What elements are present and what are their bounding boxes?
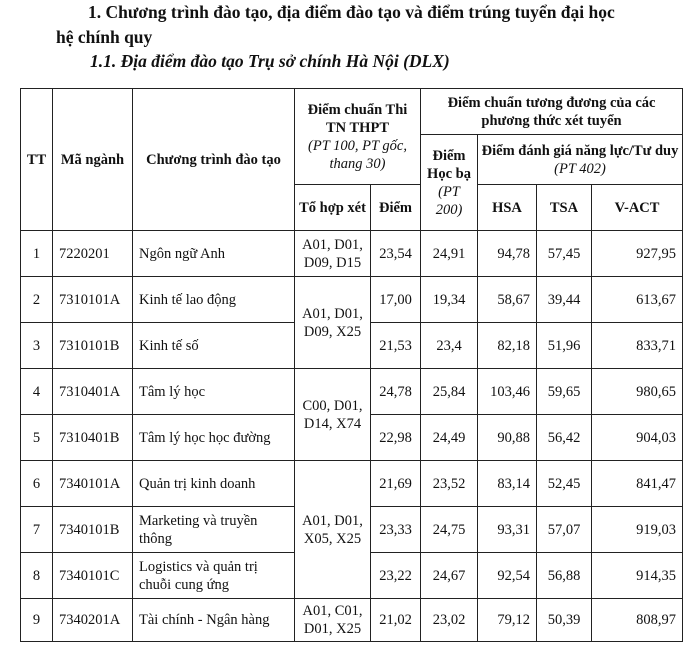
cell-chuong-trinh: Kinh tế số [133,323,295,369]
cell-tsa: 52,45 [537,461,592,507]
header-diem: Điểm [371,185,421,231]
subsection-heading: 1.1. Địa điểm đào tạo Trụ sở chính Hà Nội (DLX) [90,51,450,71]
cell-tt: 5 [21,415,53,461]
cell-vact: 904,03 [592,415,683,461]
cell-hoc-ba: 19,34 [421,277,478,323]
cell-hsa: 82,18 [478,323,537,369]
cell-diem: 23,54 [371,231,421,277]
header-hoc-ba [421,135,478,231]
table-row [21,599,683,642]
cell-hoc-ba: 25,84 [421,369,478,415]
admission-score-table [20,88,683,642]
cell-ma-nganh: 7310101A [53,277,133,323]
header-tt: TT [21,89,53,231]
header-thpt-note: (PT 100, PT gốc, thang 30) [308,137,407,172]
cell-diem: 23,33 [371,507,421,553]
cell-ma-nganh: 7340101A [53,461,133,507]
cell-diem: 24,78 [371,369,421,415]
cell-to-hop: A01, D01, X05, X25 [295,461,371,599]
cell-tsa: 59,65 [537,369,592,415]
cell-chuong-trinh: Tâm lý học [133,369,295,415]
header-nang-luc [478,135,683,185]
header-tuong-duong: Điểm chuẩn tương đương của các phương thức xét tuyển [421,89,683,135]
header-thpt [295,89,421,185]
cell-hoc-ba: 24,49 [421,415,478,461]
cell-vact: 841,47 [592,461,683,507]
cell-chuong-trinh: Logistics và quản trị chuỗi cung ứng [133,553,295,599]
cell-vact: 914,35 [592,553,683,599]
section-heading: 1. Chương trình đào tạo, địa điểm đào tạo và điểm trúng tuyển đại học [88,2,615,22]
cell-tsa: 57,07 [537,507,592,553]
cell-tsa: 51,96 [537,323,592,369]
table-row [21,231,683,277]
header-hoc-ba-note: (PT 200) [435,183,463,218]
cell-ma-nganh: 7310401B [53,415,133,461]
cell-chuong-trinh: Marketing và truyền thông [133,507,295,553]
cell-vact: 808,97 [592,599,683,642]
cell-tt: 9 [21,599,53,642]
cell-tsa: 50,39 [537,599,592,642]
cell-hsa: 79,12 [478,599,537,642]
section-heading-continued: hệ chính quy [56,27,153,47]
header-nang-luc-title: Điểm đánh giá năng lực/Tư duy [481,142,679,159]
header-to-hop: Tổ hợp xét [295,185,371,231]
cell-vact: 927,95 [592,231,683,277]
cell-chuong-trinh: Quản trị kinh doanh [133,461,295,507]
cell-tt: 4 [21,369,53,415]
cell-hsa: 83,14 [478,461,537,507]
cell-tsa: 57,45 [537,231,592,277]
cell-tsa: 56,42 [537,415,592,461]
cell-diem: 23,22 [371,553,421,599]
header-hsa: HSA [478,185,537,231]
cell-hsa: 94,78 [478,231,537,277]
cell-diem: 17,00 [371,277,421,323]
cell-chuong-trinh: Kinh tế lao động [133,277,295,323]
table-row [21,277,683,323]
cell-tt: 8 [21,553,53,599]
cell-hsa: 103,46 [478,369,537,415]
cell-vact: 613,67 [592,277,683,323]
cell-vact: 833,71 [592,323,683,369]
cell-hoc-ba: 24,67 [421,553,478,599]
cell-hsa: 90,88 [478,415,537,461]
cell-diem: 21,53 [371,323,421,369]
cell-tt: 2 [21,277,53,323]
header-nang-luc-note: (PT 402) [554,160,606,177]
table-row [21,369,683,415]
cell-to-hop: C00, D01, D14, X74 [295,369,371,461]
header-chuong-trinh: Chương trình đào tạo [133,89,295,231]
cell-tt: 7 [21,507,53,553]
cell-tsa: 56,88 [537,553,592,599]
cell-ma-nganh: 7340201A [53,599,133,642]
cell-to-hop: A01, D01, D09, D15 [295,231,371,277]
cell-tt: 3 [21,323,53,369]
header-hoc-ba-title: Điểm Học bạ [427,147,471,182]
cell-hsa: 93,31 [478,507,537,553]
cell-hoc-ba: 23,4 [421,323,478,369]
cell-vact: 919,03 [592,507,683,553]
header-ma-nganh: Mã ngành [53,89,133,231]
cell-tsa: 39,44 [537,277,592,323]
header-thpt-title: Điểm chuẩn Thi TN THPT [307,101,408,136]
cell-ma-nganh: 7340101C [53,553,133,599]
cell-to-hop: A01, C01, D01, X25 [295,599,371,642]
cell-ma-nganh: 7220201 [53,231,133,277]
cell-to-hop: A01, D01, D09, X25 [295,277,371,369]
cell-hsa: 58,67 [478,277,537,323]
cell-ma-nganh: 7310101B [53,323,133,369]
cell-ma-nganh: 7340101B [53,507,133,553]
cell-chuong-trinh: Tâm lý học học đường [133,415,295,461]
cell-vact: 980,65 [592,369,683,415]
cell-diem: 21,02 [371,599,421,642]
cell-chuong-trinh: Tài chính - Ngân hàng [133,599,295,642]
cell-tt: 6 [21,461,53,507]
cell-chuong-trinh: Ngôn ngữ Anh [133,231,295,277]
cell-diem: 21,69 [371,461,421,507]
header-vact: V-ACT [592,185,683,231]
cell-hoc-ba: 23,02 [421,599,478,642]
cell-ma-nganh: 7310401A [53,369,133,415]
cell-hoc-ba: 24,75 [421,507,478,553]
table-row [21,461,683,507]
cell-hsa: 92,54 [478,553,537,599]
cell-diem: 22,98 [371,415,421,461]
cell-tt: 1 [21,231,53,277]
cell-hoc-ba: 23,52 [421,461,478,507]
header-tsa: TSA [537,185,592,231]
cell-hoc-ba: 24,91 [421,231,478,277]
